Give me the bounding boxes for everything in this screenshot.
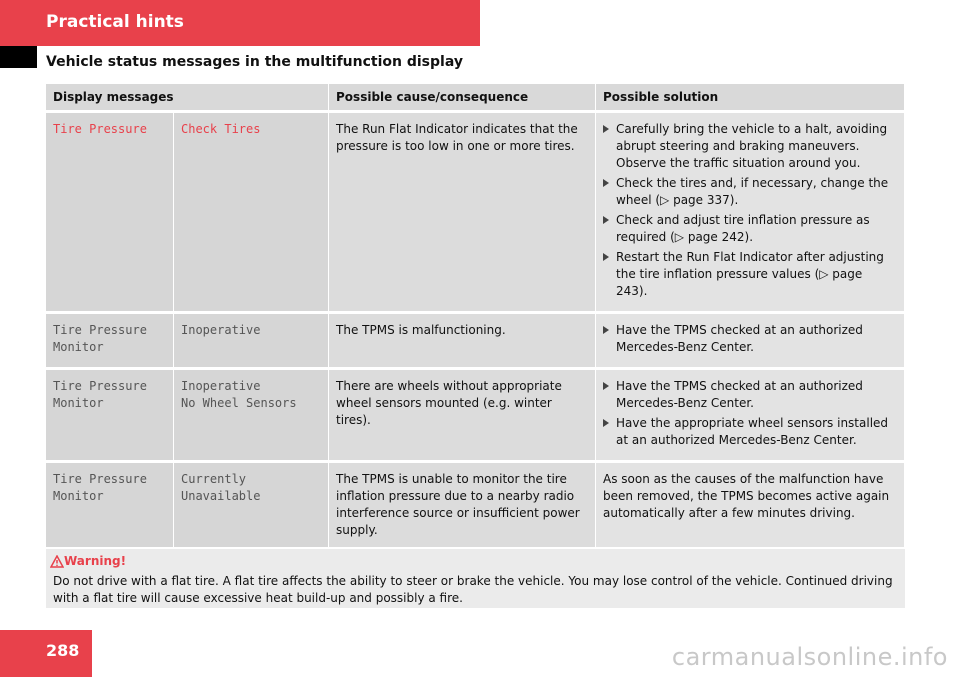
solution-item [603, 212, 897, 246]
arrow-right-icon [603, 216, 609, 224]
display-message-text: Monitor [53, 489, 104, 503]
possible-solution [596, 311, 905, 367]
solution-text: Have the appropriate wheel sensors installed at an authorized Mercedes-Benz Center. [616, 416, 889, 447]
possible-cause [329, 110, 596, 311]
table-row [46, 110, 905, 311]
warning-box [46, 549, 905, 608]
possible-cause [329, 367, 596, 460]
warning-text: Do not drive with a flat tire. A flat tire affects the ability to steer or brake the vehicle. You may lose control of the vehicle. Continued driving with a flat tire will cause excessive heat build-up and possibly a fire. [53, 574, 893, 605]
display-message-text: Currently [181, 472, 247, 486]
section-title: Practical hints [46, 12, 184, 32]
display-message-text: Check Tires [181, 122, 261, 136]
display-message-line1 [46, 311, 174, 367]
display-message-line2 [174, 110, 329, 311]
display-message-text: Tire Pressure [53, 122, 147, 136]
arrow-right-icon [603, 382, 609, 390]
arrow-right-icon [603, 253, 609, 261]
arrow-right-icon [603, 326, 609, 334]
display-message-text: Monitor [53, 396, 104, 410]
arrow-right-icon [603, 179, 609, 187]
warning-triangle-icon [50, 555, 64, 568]
display-message-line2 [174, 311, 329, 367]
solution-text: Have the TPMS checked at an authorized Mercedes-Benz Center. [616, 379, 863, 410]
watermark: carmanualsonline.info [671, 643, 948, 671]
display-message-line1 [46, 110, 174, 311]
arrow-right-icon [603, 125, 609, 133]
display-message-text: Inoperative [181, 323, 261, 337]
table-body [46, 110, 905, 547]
solution-text: Restart the Run Flat Indicator after adjusting the tire inflation pressure values (▷ page 243). [616, 250, 884, 298]
display-message-line1 [46, 460, 174, 547]
solution-text: Check and adjust tire inflation pressure as required (▷ page 242). [616, 213, 870, 244]
col-header-cause: Possible cause/consequence [329, 84, 596, 110]
col-header-display: Display messages [46, 84, 329, 110]
solution-item [603, 121, 897, 172]
cause-text: There are wheels without appropriate wheel sensors mounted (e.g. winter tires). [336, 379, 562, 427]
cause-text: The Run Flat Indicator indicates that the pressure is too low in one or more tires. [336, 122, 578, 153]
solution-text: Carefully bring the vehicle to a halt, avoiding abrupt steering and braking maneuvers. Observe the traffic situation around you. [616, 122, 888, 170]
black-tab [0, 46, 37, 68]
table-row [46, 311, 905, 367]
solution-text: Check the tires and, if necessary, change the wheel (▷ page 337). [616, 176, 889, 207]
page-subtitle: Vehicle status messages in the multifunction display [46, 54, 463, 70]
cause-text: The TPMS is malfunctioning. [336, 323, 506, 337]
table-row [46, 460, 905, 547]
page-number: 288 [46, 641, 80, 660]
solution-item [603, 415, 897, 449]
display-message-text: Tire Pressure [53, 379, 147, 393]
display-message-text: Tire Pressure [53, 323, 147, 337]
possible-cause [329, 311, 596, 367]
solution-item [603, 249, 897, 300]
solution-text: Have the TPMS checked at an authorized Mercedes-Benz Center. [616, 323, 863, 354]
arrow-right-icon [603, 419, 609, 427]
display-message-text: Inoperative [181, 379, 261, 393]
display-message-text: No Wheel Sensors [181, 396, 297, 410]
warning-title: Warning! [64, 554, 127, 568]
possible-solution [596, 460, 905, 547]
solution-item [603, 322, 897, 356]
solution-item [603, 175, 897, 209]
display-message-line2 [174, 367, 329, 460]
solution-item [603, 378, 897, 412]
possible-solution [596, 367, 905, 460]
display-message-text: Monitor [53, 340, 104, 354]
col-header-solution: Possible solution [596, 84, 905, 110]
status-messages-table [46, 84, 905, 547]
table-header-row [46, 84, 905, 110]
table-row [46, 367, 905, 460]
possible-cause [329, 460, 596, 547]
display-message-text: Tire Pressure [53, 472, 147, 486]
solution-text: As soon as the causes of the malfunction have been removed, the TPMS becomes active again automatically after a few minutes driving. [603, 472, 890, 520]
possible-solution [596, 110, 905, 311]
display-message-line1 [46, 367, 174, 460]
cause-text: The TPMS is unable to monitor the tire inflation pressure due to a nearby radio interference source or insufficient power supply. [336, 472, 580, 537]
display-message-line2 [174, 460, 329, 547]
display-message-text: Unavailable [181, 489, 261, 503]
